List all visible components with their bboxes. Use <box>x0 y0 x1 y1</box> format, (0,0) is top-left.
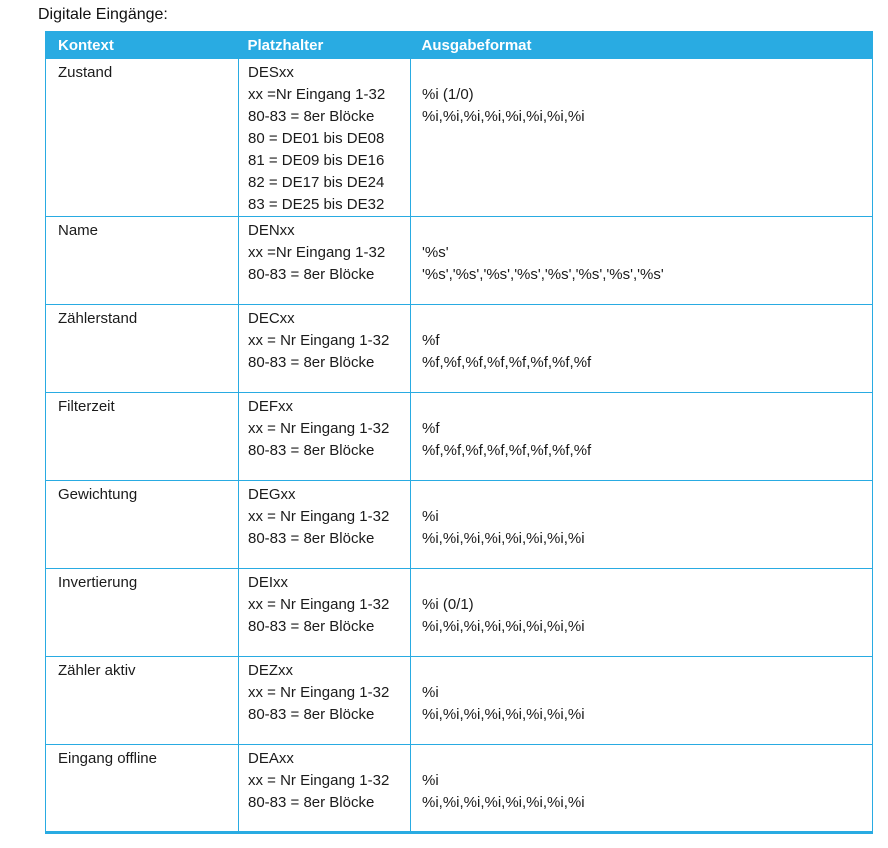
cell-kontext <box>46 393 239 481</box>
header-row <box>46 32 873 59</box>
platzhalter-line: DEFxx <box>248 398 293 415</box>
blank-line <box>422 748 868 770</box>
ausgabeformat-line: %i,%i,%i,%i,%i,%i,%i,%i <box>422 706 585 723</box>
platzhalter-line: 81 = DE09 bis DE16 <box>248 152 385 169</box>
cell-platzhalter <box>239 59 411 217</box>
platzhalter-line: xx =Nr Eingang 1-32 <box>248 244 386 261</box>
cell-platzhalter <box>239 305 411 393</box>
table-header <box>46 32 873 59</box>
ausgabeformat-line: %f,%f,%f,%f,%f,%f,%f,%f <box>422 354 592 371</box>
cell-kontext <box>46 305 239 393</box>
table-row <box>46 393 873 481</box>
cell-platzhalter <box>239 569 411 657</box>
cell-platzhalter <box>239 217 411 305</box>
platzhalter-line: xx =Nr Eingang 1-32 <box>248 86 386 103</box>
platzhalter-line: 80-83 = 8er Blöcke <box>248 530 375 547</box>
platzhalter-line: DESxx <box>248 64 294 81</box>
cell-ausgabeformat <box>411 569 873 657</box>
platzhalter-line: xx = Nr Eingang 1-32 <box>248 508 390 525</box>
cell-ausgabeformat <box>411 745 873 833</box>
kontext-label: Invertierung <box>58 574 138 591</box>
cell-platzhalter <box>239 393 411 481</box>
ausgabeformat-line: %i,%i,%i,%i,%i,%i,%i,%i <box>422 794 585 811</box>
blank-line <box>422 660 868 682</box>
platzhalter-line: 80-83 = 8er Blöcke <box>248 618 375 635</box>
platzhalter-line: 80 = DE01 bis DE08 <box>248 130 385 147</box>
platzhalter-line: xx = Nr Eingang 1-32 <box>248 596 390 613</box>
ausgabeformat-line: %i,%i,%i,%i,%i,%i,%i,%i <box>422 618 585 635</box>
cell-platzhalter <box>239 657 411 745</box>
cell-ausgabeformat <box>411 305 873 393</box>
cell-kontext <box>46 59 239 217</box>
platzhalter-line: xx = Nr Eingang 1-32 <box>248 420 390 437</box>
table-row <box>46 59 873 217</box>
platzhalter-line: 80-83 = 8er Blöcke <box>248 266 375 283</box>
cell-kontext <box>46 481 239 569</box>
kontext-label: Gewichtung <box>58 486 138 503</box>
platzhalter-line: 80-83 = 8er Blöcke <box>248 442 375 459</box>
platzhalter-line: 82 = DE17 bis DE24 <box>248 174 385 191</box>
cell-ausgabeformat <box>411 59 873 217</box>
platzhalter-line: 80-83 = 8er Blöcke <box>248 794 375 811</box>
cell-kontext <box>46 657 239 745</box>
cell-ausgabeformat <box>411 657 873 745</box>
table-row <box>46 569 873 657</box>
cell-ausgabeformat <box>411 393 873 481</box>
kontext-label: Eingang offline <box>58 750 157 767</box>
platzhalter-line: xx = Nr Eingang 1-32 <box>248 684 390 701</box>
kontext-label: Zustand <box>58 64 113 81</box>
ausgabeformat-line: %f <box>422 420 440 437</box>
platzhalter-line: DENxx <box>248 222 295 239</box>
platzhalter-line: DEGxx <box>248 486 296 503</box>
ausgabeformat-line: %i,%i,%i,%i,%i,%i,%i,%i <box>422 530 585 547</box>
ausgabeformat-line: %i (1/0) <box>422 86 474 103</box>
page-title: Digitale Eingänge: <box>38 6 168 23</box>
table-row <box>46 305 873 393</box>
blank-line <box>422 308 868 330</box>
ausgabeformat-line: %i <box>422 508 439 525</box>
column-header-ausgabeformat: Ausgabeformat <box>411 32 873 59</box>
digital-inputs-table <box>45 31 873 834</box>
cell-platzhalter <box>239 745 411 833</box>
blank-line <box>422 220 868 242</box>
platzhalter-line: xx = Nr Eingang 1-32 <box>248 772 390 789</box>
column-header-platzhalter: Platzhalter <box>239 32 411 59</box>
platzhalter-line: DEAxx <box>248 750 294 767</box>
cell-kontext <box>46 217 239 305</box>
ausgabeformat-line: %f,%f,%f,%f,%f,%f,%f,%f <box>422 442 592 459</box>
ausgabeformat-line: %i <box>422 772 439 789</box>
ausgabeformat-line: '%s','%s','%s','%s','%s','%s','%s','%s' <box>422 266 664 283</box>
cell-kontext <box>46 569 239 657</box>
table-row <box>46 745 873 833</box>
table-row <box>46 217 873 305</box>
ausgabeformat-line: '%s' <box>422 244 449 261</box>
ausgabeformat-line: %i,%i,%i,%i,%i,%i,%i,%i <box>422 108 585 125</box>
table-row <box>46 657 873 745</box>
kontext-label: Name <box>58 222 99 239</box>
platzhalter-line: xx = Nr Eingang 1-32 <box>248 332 390 349</box>
ausgabeformat-line: %f <box>422 332 440 349</box>
kontext-label: Zählerstand <box>58 310 138 327</box>
platzhalter-line: 80-83 = 8er Blöcke <box>248 354 375 371</box>
blank-line <box>422 62 868 84</box>
ausgabeformat-line: %i (0/1) <box>422 596 474 613</box>
cell-platzhalter <box>239 481 411 569</box>
platzhalter-line: DEZxx <box>248 662 293 679</box>
cell-ausgabeformat <box>411 481 873 569</box>
blank-line <box>422 484 868 506</box>
platzhalter-line: 83 = DE25 bis DE32 <box>248 196 385 213</box>
ausgabeformat-line: %i <box>422 684 439 701</box>
platzhalter-line: 80-83 = 8er Blöcke <box>248 108 375 125</box>
table-row <box>46 481 873 569</box>
platzhalter-line: DECxx <box>248 310 295 327</box>
platzhalter-line: 80-83 = 8er Blöcke <box>248 706 375 723</box>
cell-ausgabeformat <box>411 217 873 305</box>
kontext-label: Filterzeit <box>58 398 115 415</box>
column-header-kontext: Kontext <box>46 32 239 59</box>
blank-line <box>422 572 868 594</box>
kontext-label: Zähler aktiv <box>58 662 136 679</box>
platzhalter-line: DEIxx <box>248 574 289 591</box>
blank-line <box>422 396 868 418</box>
cell-kontext <box>46 745 239 833</box>
